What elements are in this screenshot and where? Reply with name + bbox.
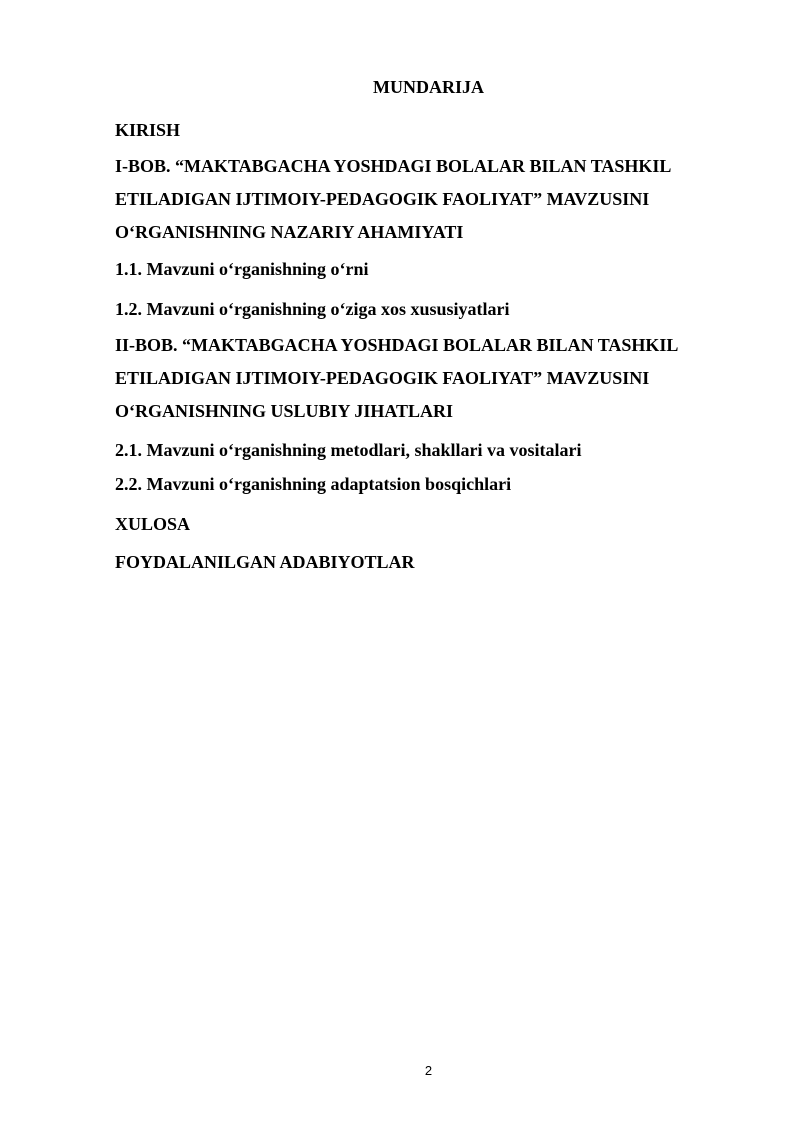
toc-entry-chapter-1-line-2: ETILADIGAN IJTIMOIY-PEDAGOGIK FAOLIYAT” MAVZUSINI bbox=[115, 189, 650, 209]
toc-entry-chapter-1-line-3: O‘RGANISHNING NAZARIY AHAMIYATI bbox=[115, 222, 464, 242]
toc-entry-section-1-1: 1.1. Mavzuni o‘rganishning o‘rni bbox=[115, 259, 369, 279]
page-number: 2 bbox=[424, 1063, 433, 1078]
toc-entry-section-2-2: 2.2. Mavzuni o‘rganishning adaptatsion bosqichlari bbox=[115, 474, 512, 494]
toc-entry-conclusion: XULOSA bbox=[115, 514, 191, 534]
toc-entry-chapter-1-line-1: I-BOB. “MAKTABGACHA YOSHDAGI BOLALAR BILAN TASHKIL bbox=[115, 156, 672, 176]
toc-entry-section-1-2: 1.2. Mavzuni o‘rganishning o‘ziga xos xususiyatlari bbox=[115, 299, 510, 319]
page-title: MUNDARIJA bbox=[373, 77, 484, 97]
toc-entry-chapter-2-line-2: ETILADIGAN IJTIMOIY-PEDAGOGIK FAOLIYAT” MAVZUSINI bbox=[115, 368, 650, 388]
toc-entry-references: FOYDALANILGAN ADABIYOTLAR bbox=[115, 552, 415, 572]
toc-entry-section-2-1: 2.1. Mavzuni o‘rganishning metodlari, shakllari va vositalari bbox=[115, 440, 582, 460]
toc-entry-chapter-2-line-3: O‘RGANISHNING USLUBIY JIHATLARI bbox=[115, 401, 454, 421]
toc-entry-introduction: KIRISH bbox=[115, 120, 181, 140]
toc-entry-chapter-2-line-1: II-BOB. “MAKTABGACHA YOSHDAGI BOLALAR BILAN TASHKIL bbox=[115, 335, 679, 355]
